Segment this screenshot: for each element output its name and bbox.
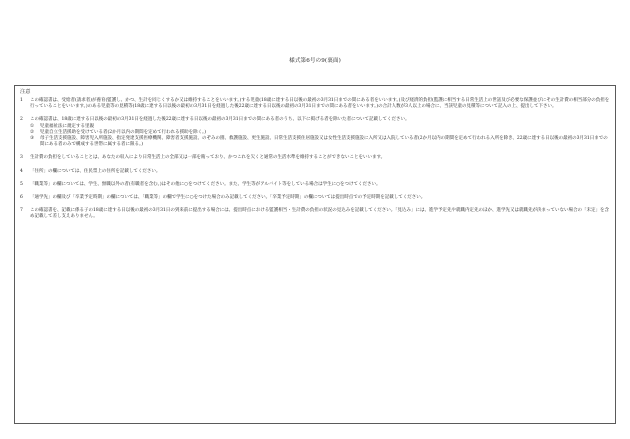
note-item-3 <box>20 155 610 161</box>
sub-item-text: 児童自立生活援助を受けている者(2か月以内の期間を定めて行われる援助を除く。) <box>40 129 207 135</box>
note-body <box>30 117 610 148</box>
note-text: 「職業等」の欄については、学生、無職以外の者(有職者を含む。)はその他に○をつけてください。また、学生等がアルバイト等をしている場合は学生に○をつけてください。 <box>30 181 381 187</box>
note-number: 1 <box>20 98 23 103</box>
note-number: 4 <box>20 168 23 174</box>
note-number: 7 <box>20 208 23 214</box>
form-title: 様式第6号の9(裏面) <box>289 58 341 64</box>
sub-item-text: 母子生活支援施設、障害児入所施設、指定発達支援医療機関、障害者支援施設、のぞみの園、救護施設、更生施設、日常生活支援住居施設又は女性生活支援施設に入所又は入院している者(2か月以内の期間を定めて行われる入所を除き、22歳に達する日以後の最初の3月31日までの間にある者のみで構成する世帯に属する者に限る。) <box>40 136 608 148</box>
note-item-5 <box>20 182 610 188</box>
note-text: この確認書は、18歳に達する日以後の最初の3月31日を経過した後22歳に達する日以後の最初の3月31日までの間にある者のうち、以下に掲げる者を除いた者について記載してください。 <box>30 117 410 123</box>
note-item-4 <box>20 169 610 175</box>
sub-item-mark: ③ <box>30 136 35 142</box>
note-text: 「住所」の欄については、住民票上の住所を記載してください。 <box>30 168 161 174</box>
note-item-7 <box>20 208 610 220</box>
note-number: 3 <box>20 155 23 161</box>
note-item-1 <box>20 98 610 110</box>
sub-item-mark: ① <box>30 123 35 129</box>
sub-item-mark: ② <box>30 129 35 135</box>
note-item-6 <box>20 195 610 201</box>
note-number: 5 <box>20 181 23 187</box>
sub-item-text: 児童福祉法に規定する里親 <box>40 123 94 129</box>
note-sub-item-3 <box>30 136 610 148</box>
note-item-2 <box>20 117 610 148</box>
note-text: 「通学先」の欄及び「卒業予定時期」の欄については、「職業等」の欄で学生に○をつけた場合のみ記載してください。「卒業予定時期」の欄については提出時点での予定時期を記載してください。 <box>30 195 426 201</box>
note-number: 2 <box>20 117 23 123</box>
notes-box <box>14 85 616 424</box>
note-number: 6 <box>20 195 23 201</box>
note-text: 生計費の負担をしていることとは、あなたの収入により日常生活上の全部又は一部を賄っており、かつこれを欠くと通常の生活水準を維持することができないことをいいます。 <box>30 155 386 161</box>
note-text: この確認書は、受給者(請求者)が養育(監護し、かつ、生計を同じくするか又は維持することをいいます。)する児童(18歳に達する日以後の最初の3月31日までの間にある者をいいます。)及び経済的負担(監護に相当する日常生活上の世話及び必要な保護並びにその生計費の相当部分の負担を行っていることをいいます。)のある児童等の見積等(18歳に達する日以後の最初の3月31日を経過した後22歳に達する日以後の最初の3月31日までの間にある者をいいます。)の合計人数が3人以上の場合に、当該児童の見積等について記入の上、提出して下さい。 <box>30 98 610 110</box>
notes-heading: 注意 <box>20 89 31 95</box>
note-text: この確認書を、記載に係る子の18歳に達する日以後の最初の3月31日の到来前に提出する場合には、提出時点における監護相当・生計費の負担の状況の見込みを記載してください。「見込み」には、進学予定先や就職内定先のほか、進学先又は就職先が決まっていない場合の「未定」を含め記載して差し支えありません。 <box>30 208 610 220</box>
